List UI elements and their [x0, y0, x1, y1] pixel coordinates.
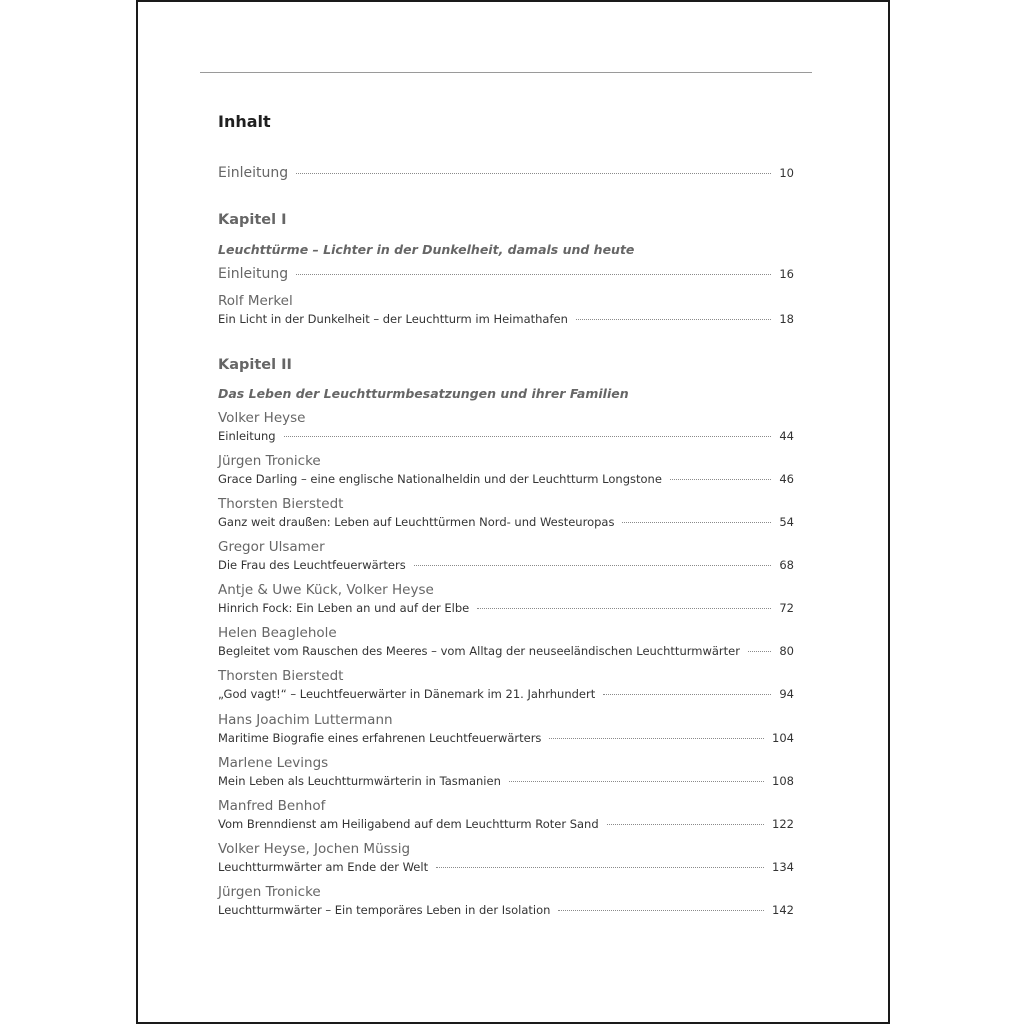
entry-title: „God vagt!“ – Leuchtfeuerwärter in Dänemark im 21. Jahrhundert [218, 687, 596, 701]
entry-author: Gregor Ulsamer [218, 539, 325, 555]
toc-entry[interactable] [218, 755, 794, 788]
entry-title: Vom Brenndienst am Heiligabend auf dem Leuchtturm Roter Sand [218, 817, 599, 831]
page-number: 18 [779, 312, 794, 326]
toc-heading: Inhalt [218, 112, 271, 131]
book-page [136, 0, 890, 1024]
page-number: 80 [779, 644, 794, 658]
page-number: 44 [779, 429, 794, 443]
page-number: 104 [772, 731, 794, 745]
dot-leader [284, 436, 772, 437]
entry-title: Einleitung [218, 165, 289, 181]
toc-entry[interactable] [218, 539, 794, 572]
dot-leader [477, 608, 771, 609]
chapter-1-label: Kapitel I [218, 212, 287, 228]
page-number: 46 [779, 472, 794, 486]
page-number: 68 [779, 558, 794, 572]
entry-title: Maritime Biografie eines erfahrenen Leuchtfeuerwärters [218, 731, 542, 745]
toc-entry[interactable] [218, 453, 794, 486]
entry-author: Volker Heyse [218, 410, 306, 426]
page-number: 134 [772, 860, 794, 874]
entry-author: Helen Beaglehole [218, 625, 337, 641]
entry-title: Begleitet vom Rauschen des Meeres – vom Alltag der neuseeländischen Leuchtturmwärter [218, 644, 740, 658]
entry-title: Einleitung [218, 429, 276, 443]
entry-author: Marlene Levings [218, 755, 329, 771]
entry-title: Leuchtturmwärter – Ein temporäres Leben in der Isolation [218, 903, 551, 917]
dot-leader [296, 274, 771, 275]
toc-entry[interactable] [218, 582, 794, 615]
entry-title: Einleitung [218, 266, 289, 282]
entry-title: Ganz weit draußen: Leben auf Leuchttürmen Nord- und Westeuropas [218, 515, 615, 529]
dot-leader [296, 173, 771, 174]
entry-title: Hinrich Fock: Ein Leben an und auf der Elbe [218, 601, 470, 615]
toc-entry-intro[interactable] [218, 165, 794, 181]
page-number: 94 [779, 687, 794, 701]
page-number: 108 [772, 774, 794, 788]
entry-author: Thorsten Bierstedt [218, 496, 344, 512]
entry-author: Rolf Merkel [218, 293, 293, 309]
toc-entry[interactable] [218, 625, 794, 658]
dot-leader [549, 738, 764, 739]
chapter-1-subtitle: Leuchttürme – Lichter in der Dunkelheit, damals und heute [218, 242, 635, 257]
toc-entry[interactable] [218, 293, 794, 326]
page-number: 72 [779, 601, 794, 615]
chapter-2-label: Kapitel II [218, 357, 292, 373]
entry-author: Jürgen Tronicke [218, 884, 321, 900]
dot-leader [558, 910, 764, 911]
dot-leader [603, 694, 771, 695]
entry-title: Ein Licht in der Dunkelheit – der Leuchtturm im Heimathafen [218, 312, 568, 326]
page-number: 10 [779, 166, 794, 180]
entry-title: Leuchtturmwärter am Ende der Welt [218, 860, 429, 874]
page-number: 54 [779, 515, 794, 529]
entry-author: Jürgen Tronicke [218, 453, 321, 469]
dot-leader [436, 867, 764, 868]
dot-leader [509, 781, 764, 782]
page-number: 142 [772, 903, 794, 917]
entry-title: Die Frau des Leuchtfeuerwärters [218, 558, 406, 572]
toc-entry[interactable] [218, 496, 794, 529]
entry-author: Manfred Benhof [218, 798, 326, 814]
entry-author: Hans Joachim Luttermann [218, 712, 393, 728]
toc-entry[interactable] [218, 798, 794, 831]
page-number: 122 [772, 817, 794, 831]
toc-entry[interactable] [218, 712, 794, 745]
toc-entry[interactable] [218, 841, 794, 874]
dot-leader [748, 651, 771, 652]
entry-title: Mein Leben als Leuchtturmwärterin in Tasmanien [218, 774, 501, 788]
dot-leader [607, 824, 764, 825]
entry-title: Grace Darling – eine englische Nationalheldin und der Leuchtturm Longstone [218, 472, 662, 486]
dot-leader [414, 565, 772, 566]
dot-leader [670, 479, 771, 480]
entry-author: Thorsten Bierstedt [218, 668, 344, 684]
toc-entry[interactable] [218, 668, 794, 701]
dot-leader [622, 522, 771, 523]
page-number: 16 [779, 267, 794, 281]
chapter-2-subtitle: Das Leben der Leuchtturmbesatzungen und ihrer Familien [218, 386, 629, 401]
entry-author: Volker Heyse, Jochen Müssig [218, 841, 411, 857]
toc-entry[interactable] [218, 410, 794, 443]
dot-leader [576, 319, 771, 320]
toc-entry-chapter-1-intro[interactable] [218, 266, 794, 282]
entry-author: Antje & Uwe Kück, Volker Heyse [218, 582, 434, 598]
toc-entry[interactable] [218, 884, 794, 917]
header-rule [200, 72, 812, 73]
